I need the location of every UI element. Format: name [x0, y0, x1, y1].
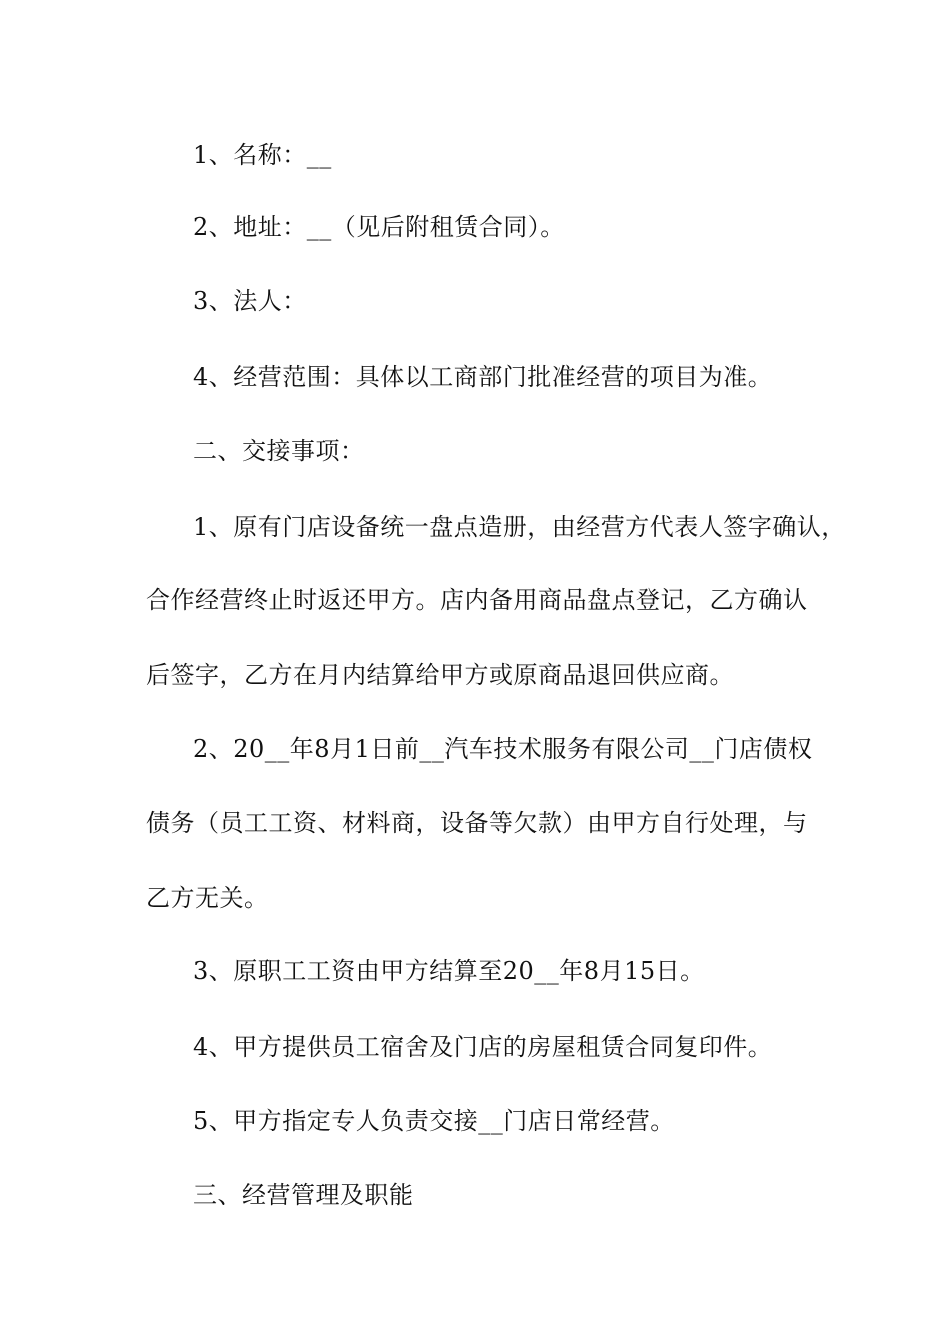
- handover-item-3: 3、原职工工资由甲方结算至20__年8月15日。: [193, 957, 705, 985]
- item-business-scope: 4、经营范围：具体以工商部门批准经营的项目为准。: [193, 363, 773, 391]
- section-heading-management: 三、经营管理及职能: [193, 1181, 414, 1209]
- handover-item-2-line-2: 债务（员工工资、材料商，设备等欠款）由甲方自行处理，与: [146, 809, 808, 837]
- item-name: 1、名称：__: [193, 141, 332, 169]
- section-heading-handover: 二、交接事项：: [193, 437, 365, 465]
- item-legal-person: 3、法人：: [193, 287, 307, 315]
- handover-item-1-line-2: 合作经营终止时返还甲方。店内备用商品盘点登记，乙方确认: [146, 586, 808, 614]
- handover-item-4: 4、甲方提供员工宿舍及门店的房屋租赁合同复印件。: [193, 1033, 773, 1061]
- handover-item-2-line-1: 2、20__年8月1日前__汽车技术服务有限公司__门店债权: [193, 735, 813, 763]
- handover-item-1-line-3: 后签字，乙方在月内结算给甲方或原商品退回供应商。: [146, 661, 734, 689]
- item-address: 2、地址：__（见后附租赁合同）。: [193, 213, 565, 241]
- handover-item-1-line-1: 1、原有门店设备统一盘点造册，由经营方代表人签字确认，: [193, 513, 846, 541]
- handover-item-5: 5、甲方指定专人负责交接__门店日常经营。: [193, 1107, 675, 1135]
- handover-item-2-line-3: 乙方无关。: [146, 884, 269, 912]
